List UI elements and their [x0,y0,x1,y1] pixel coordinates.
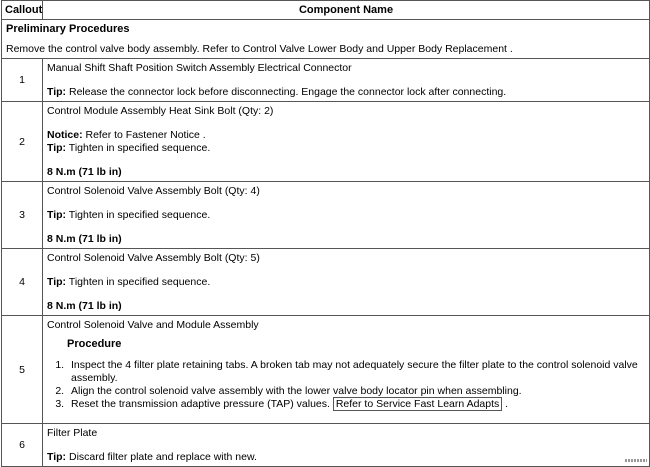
table-row [2,316,650,424]
torque-spec: 8 N.m (71 lb in) [47,300,645,313]
procedure-step: 3. Reset the transmission adaptive pressure (TAP) values. Refer to Service Fast Learn Adapts . [67,398,645,411]
procedure-step: 2. Align the control solenoid valve assembly with the lower valve body locator pin when assembling. [67,385,645,398]
callout-column-header: Callout [2,1,43,20]
procedure-title: Procedure [67,338,645,351]
tip-text: Tip: Release the connector lock before disconnecting. Engage the connector lock after connecting. [47,86,645,99]
tip-text: Tip: Tighten in specified sequence. [47,276,645,289]
component-name: Control Module Assembly Heat Sink Bolt (Qty: 2) [47,105,645,118]
tip-label: Tip: [47,209,66,221]
component-name: Control Solenoid Valve and Module Assembly [47,319,645,332]
table-row [2,102,650,182]
component-column-header: Component Name [43,1,650,20]
callout-number: 4 [2,249,43,316]
callout-number: 6 [2,424,43,467]
tip-label: Tip: [47,451,66,463]
table-header-row [2,1,650,20]
preliminary-title: Preliminary Procedures [6,23,645,36]
tip-label: Tip: [47,142,66,154]
tip-text: Tip: Tighten in specified sequence. [47,209,645,222]
service-fast-learn-adapts-link[interactable]: Refer to Service Fast Learn Adapts [333,397,502,411]
table-row [2,424,650,467]
preliminary-text: Remove the control valve body assembly. Refer to Control Valve Lower Body and Upper Body Replacement . [6,43,645,56]
tip-text: Tip: Tighten in specified sequence. [47,142,645,155]
procedure-step: 1. Inspect the 4 filter plate retaining tabs. A broken tab may not adequately secure the filter plate to the control solenoid valve assembly. [67,359,645,385]
tip-text: Tip: Discard filter plate and replace with new. [47,451,645,464]
table-row [2,249,650,316]
procedure-steps [47,359,645,411]
component-name: Control Solenoid Valve Assembly Bolt (Qty: 4) [47,185,645,198]
component-table [1,0,650,467]
tip-label: Tip: [47,276,66,288]
tip-label: Tip: [47,86,66,98]
torque-spec: 8 N.m (71 lb in) [47,233,645,246]
scan-mark [625,459,647,462]
table-row [2,59,650,102]
callout-number: 5 [2,316,43,424]
component-name: Manual Shift Shaft Position Switch Assembly Electrical Connector [47,62,645,75]
component-name: Filter Plate [47,427,645,440]
component-name: Control Solenoid Valve Assembly Bolt (Qty: 5) [47,252,645,265]
preliminary-row [2,20,650,59]
notice-text: Notice: Refer to Fastener Notice . [47,129,645,142]
torque-spec: 8 N.m (71 lb in) [47,166,645,179]
callout-number: 2 [2,102,43,182]
callout-number: 1 [2,59,43,102]
callout-number: 3 [2,182,43,249]
table-row [2,182,650,249]
notice-label: Notice: [47,129,83,141]
